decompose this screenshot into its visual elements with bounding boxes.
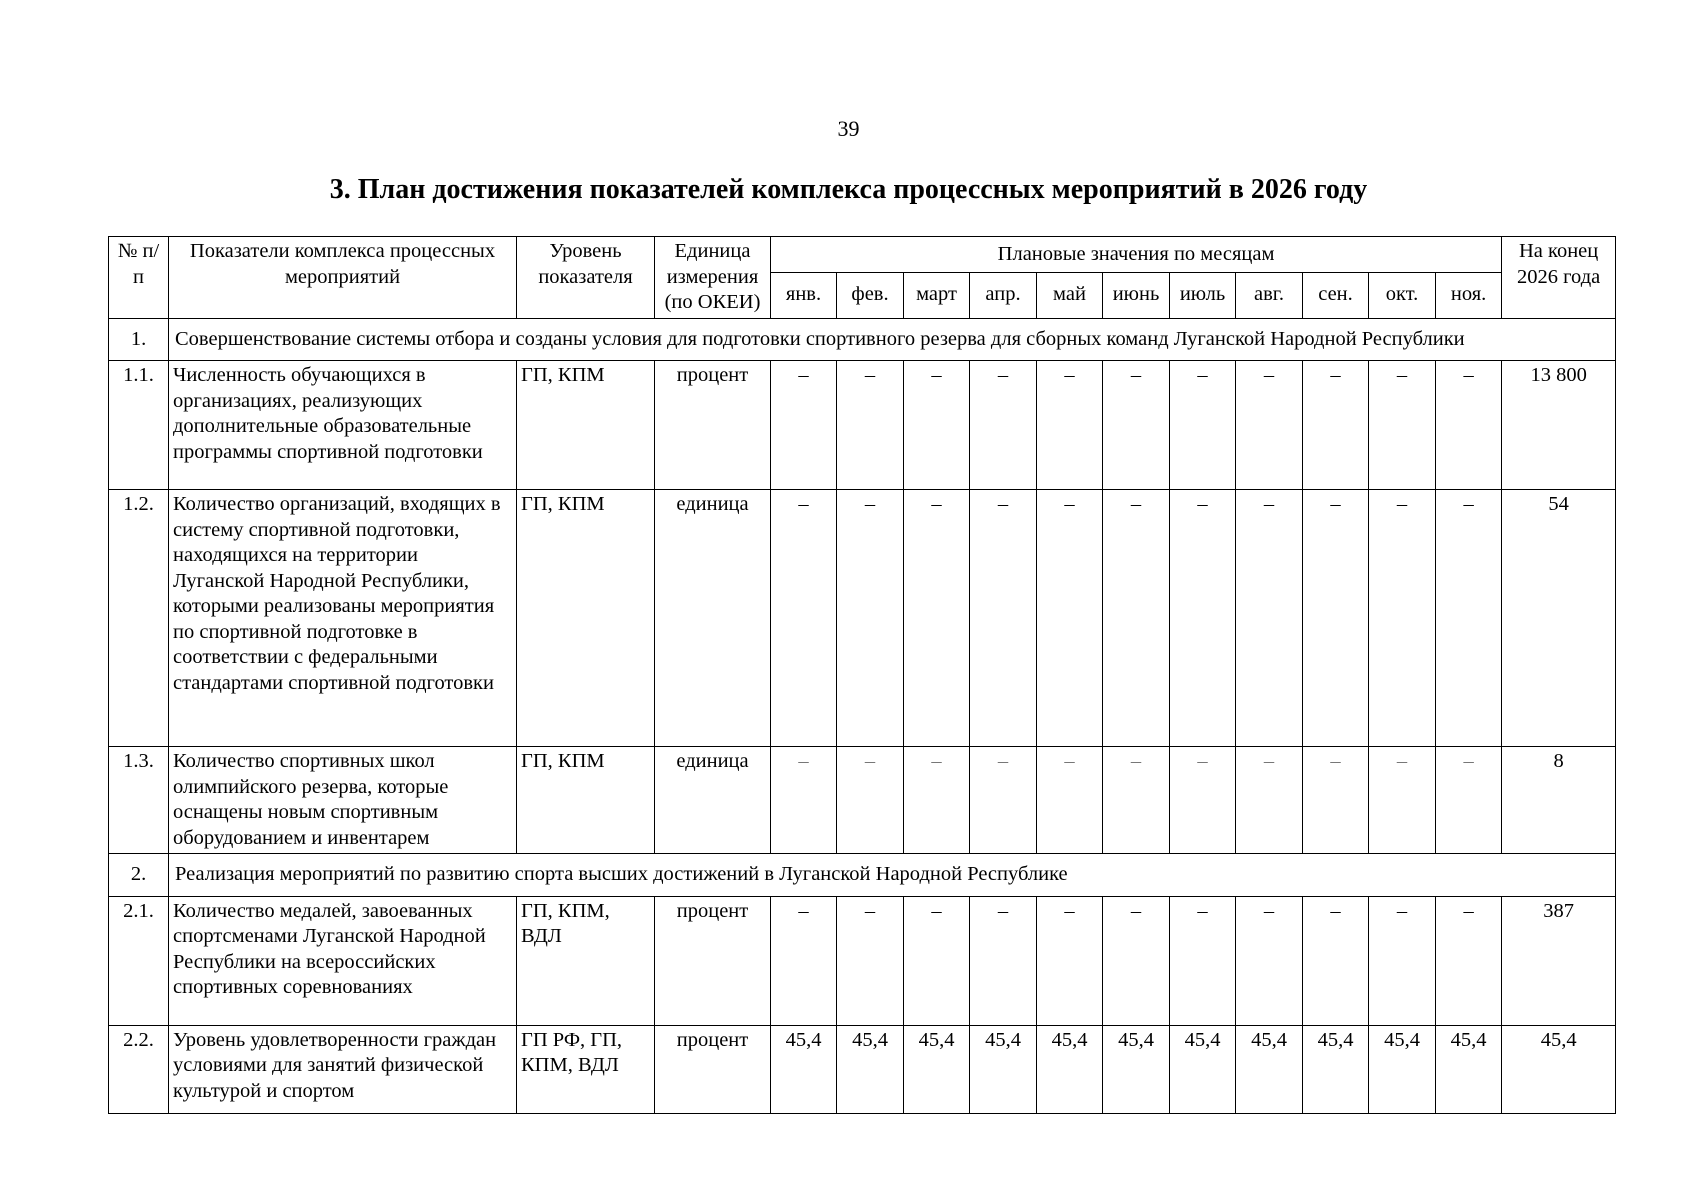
end-of-year-value: 13 800 [1502,361,1616,490]
indicator-level: ГП, КПМ, ВДЛ [517,896,655,1025]
month-value: – [1303,747,1369,854]
indicator-level: ГП, КПМ [517,490,655,747]
month-value: 45,4 [1236,1025,1303,1113]
header-month: янв. [771,272,837,318]
indicator-name: Численность обучающихся в организациях, реализующих дополнительные образовательные программы спортивной подготовки [169,361,517,490]
month-value: – [904,747,970,854]
month-value: – [1170,361,1236,490]
month-value: – [1037,361,1103,490]
month-value: – [904,896,970,1025]
month-value: – [1369,896,1436,1025]
row-number: 1.2. [109,490,169,747]
header-month: ноя. [1436,272,1502,318]
month-value: – [837,361,904,490]
plan-table [108,236,1616,1114]
section-row [109,854,1616,897]
header-planned-values: Плановые значения по месяцам [771,237,1502,273]
header-end-of-year: На конец 2026 года [1502,237,1616,319]
month-value: – [1103,747,1170,854]
month-value: – [771,361,837,490]
month-value: – [1436,490,1502,747]
month-value: 45,4 [904,1025,970,1113]
month-value: 45,4 [771,1025,837,1113]
month-value: – [837,747,904,854]
indicator-name: Количество спортивных школ олимпийского резерва, которые оснащены новым спортивным оборудованием и инвентарем [169,747,517,854]
indicator-level: ГП РФ, ГП, КПМ, ВДЛ [517,1025,655,1113]
month-value: – [771,747,837,854]
header-level: Уровень показателя [517,237,655,319]
month-value: – [1303,361,1369,490]
month-value: – [904,490,970,747]
month-value: 45,4 [1103,1025,1170,1113]
indicator-unit: единица [655,490,771,747]
indicator-level: ГП, КПМ [517,747,655,854]
end-of-year-value: 387 [1502,896,1616,1025]
row-number: 1.1. [109,361,169,490]
month-value: – [1436,747,1502,854]
indicator-unit: процент [655,1025,771,1113]
header-unit: Единица измерения (по ОКЕИ) [655,237,771,319]
section-title: Совершенствование системы отбора и созданы условия для подготовки спортивного резерва для сборных команд Луганской Народной Республики [169,318,1616,361]
month-value: – [1369,361,1436,490]
indicator-name: Количество организаций, входящих в систему спортивной подготовки, находящихся на территории Луганской Народной Республики, которыми реализованы мероприятия по спортивной подготовке в соответствии с федеральными стандартами спортивной подготовки [169,490,517,747]
indicator-unit: процент [655,361,771,490]
month-value: – [1236,361,1303,490]
month-value: – [970,747,1037,854]
row-number: 2.1. [109,896,169,1025]
month-value: – [1037,896,1103,1025]
header-month: май [1037,272,1103,318]
month-value: 45,4 [1369,1025,1436,1113]
month-value: – [1103,896,1170,1025]
indicator-name: Количество медалей, завоеванных спортсменами Луганской Народной Республики на всероссийских спортивных соревнованиях [169,896,517,1025]
indicator-level: ГП, КПМ [517,361,655,490]
month-value: – [1436,361,1502,490]
page-number: 39 [837,116,860,141]
indicator-unit: единица [655,747,771,854]
header-month: март [904,272,970,318]
month-value: – [1236,896,1303,1025]
month-value: – [1303,896,1369,1025]
section-title: Реализация мероприятий по развитию спорта высших достижений в Луганской Народной Республике [169,854,1616,897]
section-number: 2. [109,854,169,897]
header-month: фев. [837,272,904,318]
section-row [109,318,1616,361]
end-of-year-value: 54 [1502,490,1616,747]
month-value: 45,4 [1303,1025,1369,1113]
header-month: июнь [1103,272,1170,318]
month-value: – [1170,490,1236,747]
month-value: 45,4 [1170,1025,1236,1113]
month-value: – [970,361,1037,490]
header-month: июль [1170,272,1236,318]
month-value: 45,4 [837,1025,904,1113]
month-value: – [771,896,837,1025]
table-row [109,490,1616,747]
header-indicator: Показатели комплекса процессных мероприятий [169,237,517,319]
table-row [109,1025,1616,1113]
month-value: – [1170,896,1236,1025]
month-value: – [1369,747,1436,854]
month-value: 45,4 [970,1025,1037,1113]
month-value: 45,4 [1037,1025,1103,1113]
month-value: – [1170,747,1236,854]
header-month: окт. [1369,272,1436,318]
month-value: – [1103,361,1170,490]
month-value: – [1103,490,1170,747]
month-value: – [771,490,837,747]
header-num: № п/п [109,237,169,319]
row-number: 2.2. [109,1025,169,1113]
table-row [109,361,1616,490]
month-value: 45,4 [1436,1025,1502,1113]
end-of-year-value: 45,4 [1502,1025,1616,1113]
indicator-unit: процент [655,896,771,1025]
month-value: – [970,896,1037,1025]
header-month: сен. [1303,272,1369,318]
month-value: – [1037,490,1103,747]
month-value: – [1236,747,1303,854]
month-value: – [970,490,1037,747]
indicator-name: Уровень удовлетворенности граждан условиями для занятий физической культурой и спортом [169,1025,517,1113]
document-title: 3. План достижения показателей комплекса процессных мероприятий в 2026 году [329,174,1368,205]
month-value: – [1436,896,1502,1025]
month-value: – [904,361,970,490]
header-month: апр. [970,272,1037,318]
end-of-year-value: 8 [1502,747,1616,854]
table-row [109,896,1616,1025]
table-row [109,747,1616,854]
month-value: – [1037,747,1103,854]
month-value: – [837,490,904,747]
section-number: 1. [109,318,169,361]
month-value: – [1369,490,1436,747]
month-value: – [1236,490,1303,747]
header-month: авг. [1236,272,1303,318]
row-number: 1.3. [109,747,169,854]
month-value: – [837,896,904,1025]
month-value: – [1303,490,1369,747]
